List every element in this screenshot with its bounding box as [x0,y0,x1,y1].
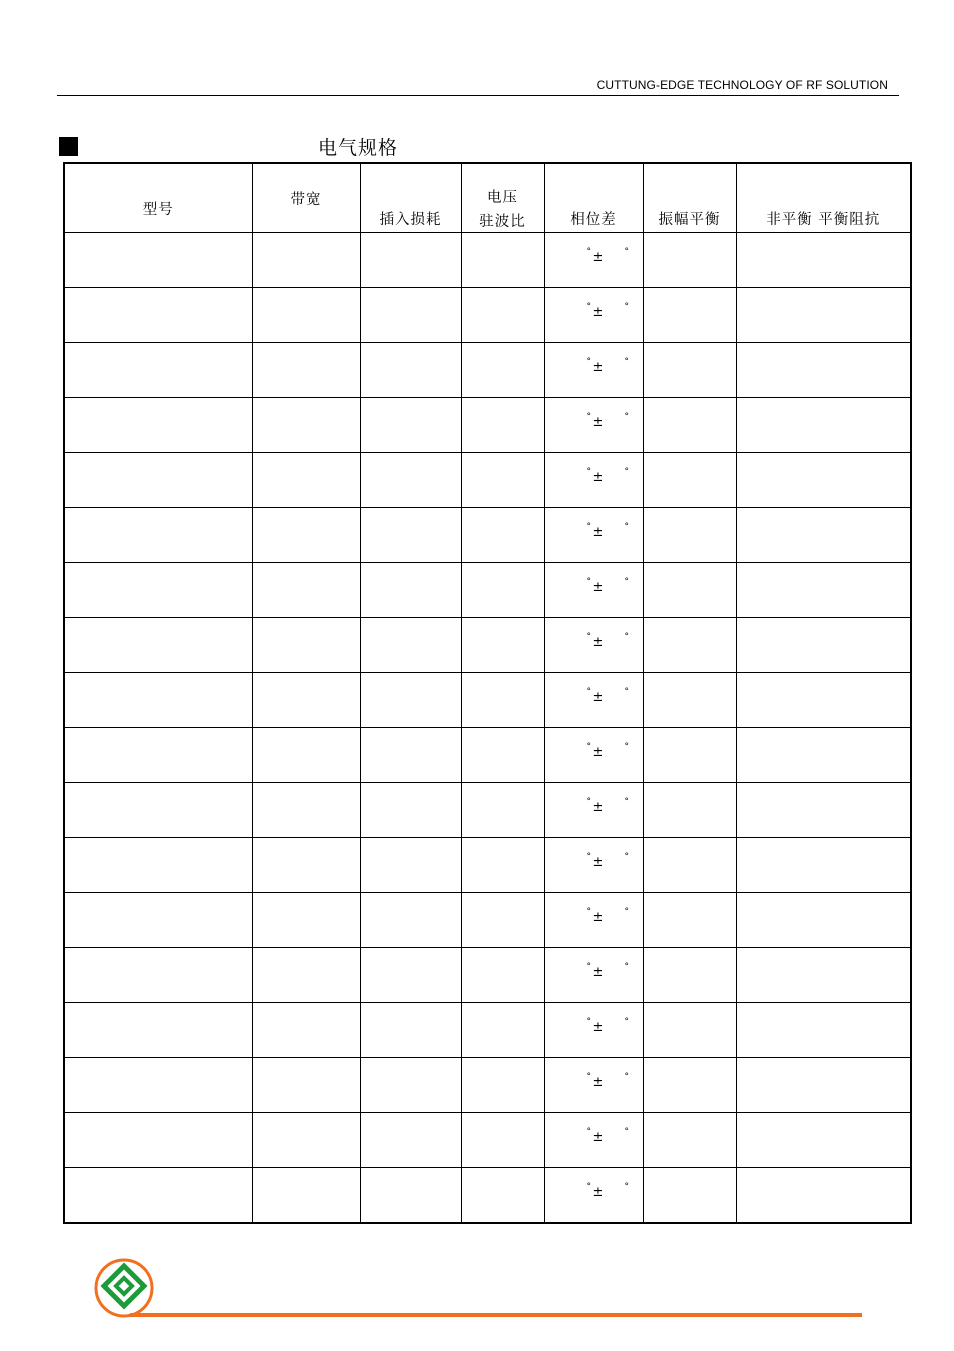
table-cell [544,728,643,783]
table-cell [64,673,252,728]
table-cell [736,783,911,838]
company-logo-icon [92,1256,156,1320]
table-cell [252,673,360,728]
table-cell [544,948,643,1003]
table-cell [736,343,911,398]
spec-table-container [63,162,910,1213]
table-cell [461,893,544,948]
plus-minus-symbol: ± [592,910,604,925]
table-row [64,838,911,893]
degree-symbol: ° [624,852,629,862]
table-cell [360,563,461,618]
footer-accent-line [130,1313,862,1317]
header-divider [57,95,899,96]
plus-minus-symbol: ± [592,470,604,485]
plus-minus-symbol: ± [592,1075,604,1090]
table-cell [360,783,461,838]
table-cell [643,673,736,728]
col-header-vswr-line1: 电压 [487,190,518,206]
table-cell [461,508,544,563]
table-cell [544,1113,643,1168]
table-row [64,398,911,453]
plus-minus-symbol: ± [592,415,604,430]
table-row [64,618,911,673]
table-cell [252,1113,360,1168]
table-cell [252,728,360,783]
spec-table-body [64,233,911,1224]
table-cell [736,508,911,563]
table-cell [643,288,736,343]
plus-minus-symbol: ± [592,635,604,650]
table-cell [736,673,911,728]
table-cell [360,673,461,728]
degree-symbol: ° [586,962,591,972]
plus-minus-symbol: ± [592,855,604,870]
plus-minus-symbol: ± [592,525,604,540]
table-cell [643,563,736,618]
table-cell [252,1058,360,1113]
table-cell [736,398,911,453]
table-cell [461,728,544,783]
degree-symbol: ° [586,467,591,477]
table-row [64,288,911,343]
col-header-amplitude-balance-label: 振幅平衡 [658,212,721,228]
table-cell [544,233,643,288]
table-cell [252,1168,360,1224]
header-tagline: CUTTUNG-EDGE TECHNOLOGY OF RF SOLUTION [596,78,888,92]
table-cell [252,233,360,288]
table-header-row [64,163,911,233]
table-cell [360,288,461,343]
degree-symbol: ° [624,1182,629,1192]
table-cell [643,1168,736,1224]
degree-symbol: ° [586,632,591,642]
table-row [64,893,911,948]
table-cell [64,1003,252,1058]
table-cell [643,453,736,508]
table-cell [544,618,643,673]
table-cell [64,1168,252,1224]
plus-minus-symbol: ± [592,745,604,760]
degree-symbol: ° [624,907,629,917]
table-cell [64,1113,252,1168]
table-cell [736,1113,911,1168]
table-cell [252,948,360,1003]
degree-symbol: ° [586,577,591,587]
table-cell [544,563,643,618]
table-cell [252,398,360,453]
degree-symbol: ° [586,357,591,367]
section-title: 电气规格 [318,137,399,159]
col-header-insertion-loss [360,163,461,233]
degree-symbol: ° [624,467,629,477]
degree-symbol: ° [624,577,629,587]
degree-symbol: ° [624,632,629,642]
table-cell [252,1003,360,1058]
degree-symbol: ° [586,1127,591,1137]
table-row [64,233,911,288]
table-cell [736,948,911,1003]
degree-symbol: ° [586,852,591,862]
table-cell [64,893,252,948]
degree-symbol: ° [624,687,629,697]
plus-minus-symbol: ± [592,1130,604,1145]
degree-symbol: ° [586,412,591,422]
table-cell [736,893,911,948]
degree-symbol: ° [586,1182,591,1192]
table-row [64,1168,911,1224]
table-cell [252,563,360,618]
table-row [64,673,911,728]
table-cell [64,948,252,1003]
table-cell [544,783,643,838]
table-cell [360,1113,461,1168]
table-cell [461,1168,544,1224]
degree-symbol: ° [624,1072,629,1082]
table-cell [461,838,544,893]
table-cell [643,783,736,838]
table-cell [360,1168,461,1224]
degree-symbol: ° [624,1127,629,1137]
table-cell [544,838,643,893]
table-cell [64,233,252,288]
table-cell [461,453,544,508]
table-cell [461,618,544,673]
table-cell [64,838,252,893]
table-cell [643,1113,736,1168]
section-bullet-icon [59,137,78,156]
table-cell [544,1058,643,1113]
table-cell [64,1058,252,1113]
table-cell [360,233,461,288]
table-cell [360,728,461,783]
table-row [64,1003,911,1058]
table-cell [252,783,360,838]
table-cell [360,508,461,563]
table-cell [736,618,911,673]
table-cell [736,288,911,343]
table-cell [544,343,643,398]
plus-minus-symbol: ± [592,1185,604,1200]
table-cell [461,1003,544,1058]
table-cell [252,288,360,343]
table-row [64,728,911,783]
col-header-bandwidth [252,163,360,233]
table-cell [643,948,736,1003]
table-cell [544,1003,643,1058]
table-cell [360,1058,461,1113]
degree-symbol: ° [586,302,591,312]
table-cell [461,288,544,343]
table-cell [544,1168,643,1224]
table-cell [736,233,911,288]
table-cell [736,1168,911,1224]
table-cell [544,453,643,508]
table-cell [643,343,736,398]
plus-minus-symbol: ± [592,250,604,265]
table-cell [360,1003,461,1058]
table-row [64,783,911,838]
degree-symbol: ° [586,907,591,917]
table-cell [643,1058,736,1113]
table-cell [461,398,544,453]
table-cell [736,838,911,893]
degree-symbol: ° [624,797,629,807]
plus-minus-symbol: ± [592,800,604,815]
col-header-insertion-loss-label: 插入损耗 [379,212,442,228]
table-row [64,508,911,563]
table-cell [360,893,461,948]
spec-table [63,162,912,1224]
plus-minus-symbol: ± [592,690,604,705]
table-cell [64,563,252,618]
table-cell [544,398,643,453]
table-cell [643,728,736,783]
degree-symbol: ° [624,522,629,532]
table-cell [64,728,252,783]
table-cell [643,398,736,453]
table-cell [736,728,911,783]
table-cell [544,893,643,948]
col-header-impedance [736,163,911,233]
degree-symbol: ° [624,302,629,312]
col-header-model [64,163,252,233]
col-header-vswr [461,163,544,233]
table-cell [360,838,461,893]
table-cell [643,233,736,288]
table-cell [252,893,360,948]
table-cell [461,343,544,398]
plus-minus-symbol: ± [592,305,604,320]
col-header-bandwidth-label: 带宽 [290,192,322,208]
table-cell [544,288,643,343]
table-cell [544,673,643,728]
table-cell [360,453,461,508]
table-cell [461,1113,544,1168]
table-cell [643,893,736,948]
table-row [64,343,911,398]
col-header-amplitude-balance [643,163,736,233]
table-cell [461,673,544,728]
table-cell [461,233,544,288]
degree-symbol: ° [624,247,629,257]
table-cell [252,618,360,673]
col-header-impedance-label: 非平衡 平衡阻抗 [766,212,881,228]
col-header-phase-diff-label: 相位差 [570,212,617,228]
table-cell [461,783,544,838]
table-cell [736,563,911,618]
table-cell [64,398,252,453]
degree-symbol: ° [586,1072,591,1082]
table-cell [461,948,544,1003]
table-cell [544,508,643,563]
table-cell [461,1058,544,1113]
table-cell [360,618,461,673]
table-cell [643,1003,736,1058]
degree-symbol: ° [624,357,629,367]
degree-symbol: ° [624,1017,629,1027]
table-row [64,453,911,508]
plus-minus-symbol: ± [592,1020,604,1035]
plus-minus-symbol: ± [592,360,604,375]
table-cell [643,508,736,563]
table-cell [252,453,360,508]
table-cell [64,618,252,673]
table-cell [736,1003,911,1058]
col-header-vswr-line2: 驻波比 [479,214,526,230]
table-row [64,563,911,618]
table-cell [736,453,911,508]
degree-symbol: ° [586,247,591,257]
degree-symbol: ° [586,687,591,697]
table-cell [252,508,360,563]
table-cell [252,838,360,893]
table-cell [64,343,252,398]
table-cell [643,838,736,893]
table-cell [64,508,252,563]
col-header-model-label: 型号 [142,202,174,218]
table-cell [64,453,252,508]
table-cell [461,563,544,618]
degree-symbol: ° [624,962,629,972]
table-cell [64,783,252,838]
degree-symbol: ° [586,522,591,532]
table-row [64,948,911,1003]
degree-symbol: ° [624,412,629,422]
plus-minus-symbol: ± [592,580,604,595]
table-cell [360,343,461,398]
table-row [64,1058,911,1113]
degree-symbol: ° [586,742,591,752]
table-row [64,1113,911,1168]
table-cell [360,398,461,453]
col-header-phase-diff [544,163,643,233]
degree-symbol: ° [586,1017,591,1027]
degree-symbol: ° [586,797,591,807]
table-cell [643,618,736,673]
degree-symbol: ° [624,742,629,752]
plus-minus-symbol: ± [592,965,604,980]
table-cell [736,1058,911,1113]
table-cell [360,948,461,1003]
table-cell [252,343,360,398]
table-cell [64,288,252,343]
